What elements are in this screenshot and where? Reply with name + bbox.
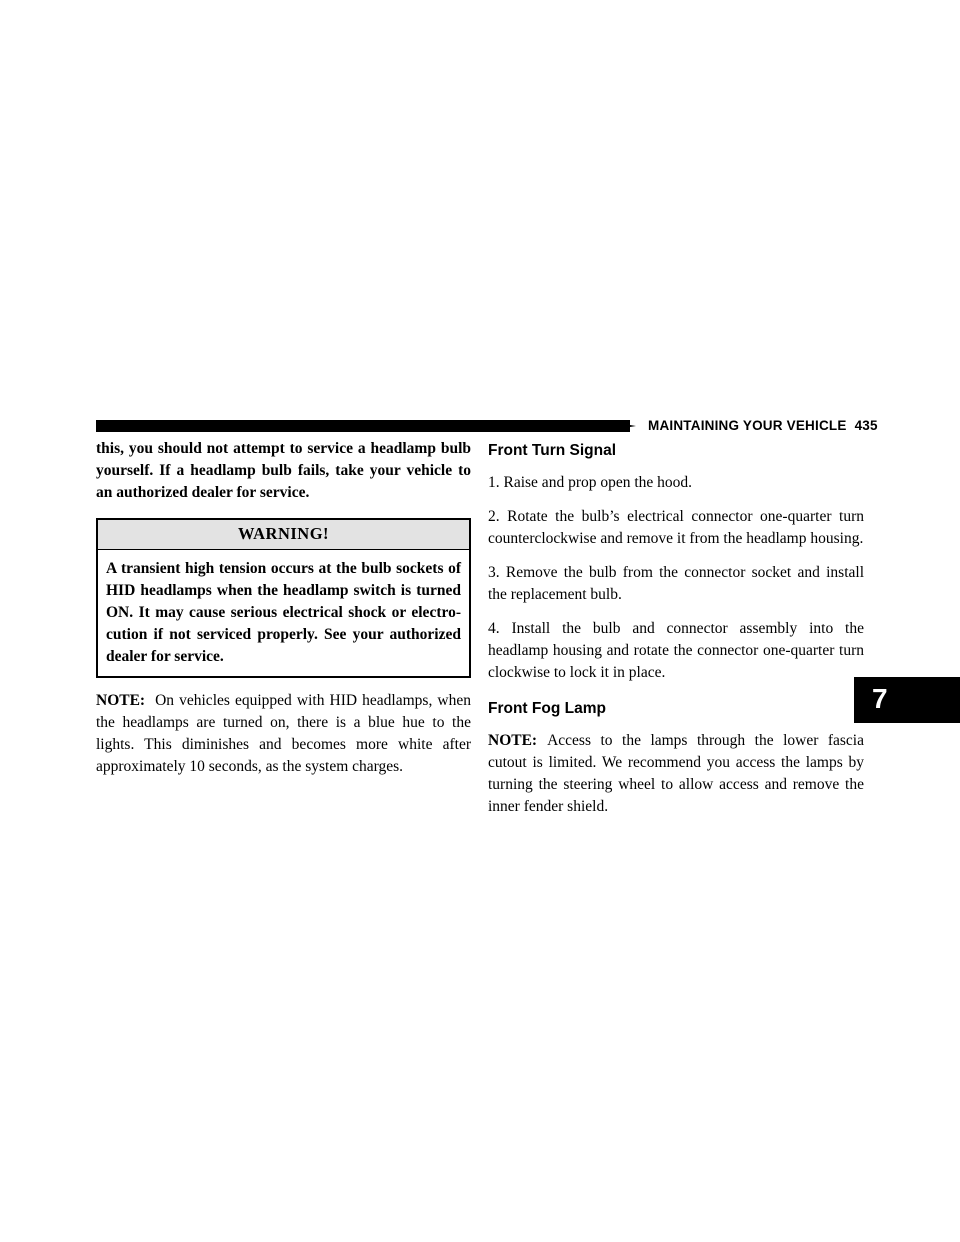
note-text: On vehicles equipped with HID headlamps, when the headlamps are turned on, there is a blue hue to the lights. This diminishes and becomes more white after approximately 10 seconds, as the system charges. [96, 692, 471, 775]
step-2: 2. Rotate the bulb’s electrical connector one-quarter turn counterclockwise and remove it from the headlamp housing. [488, 508, 864, 547]
step-4: 4. Install the bulb and connector assembly into the headlamp housing and rotate the connector one-quarter turn clockwise to lock it in place. [488, 620, 864, 681]
front-turn-signal-heading: Front Turn Signal [488, 442, 617, 459]
fog-note-label: NOTE: [488, 732, 538, 749]
step-1: 1. Raise and prop open the hood. [488, 474, 693, 491]
front-fog-lamp-heading: Front Fog Lamp [488, 700, 606, 717]
warning-text: A transient high tension occurs at the bulb sockets of HID headlamps when the headlamp switch is turned ON. It may cause serious electrical shock or electro-cution if not serviced properly. See your authorized dealer for service. [106, 560, 461, 665]
warning-box [96, 518, 471, 678]
warning-title: WARNING! [98, 520, 469, 550]
chapter-tab [854, 677, 960, 723]
fog-note-text: Access to the lamps through the lower fascia cutout is limited. We recommend you access the lamps by turning the steering wheel to allow access and remove the inner fender shield. [488, 732, 864, 815]
running-head [648, 418, 878, 433]
chapter-number: 7 [872, 683, 888, 714]
intro-paragraph: this, you should not attempt to service a headlamp bulb yourself. If a headlamp bulb fails, take your vehicle to an authorized dealer for service. [96, 440, 471, 501]
header-rule [96, 420, 630, 432]
page-number: 435 [854, 418, 878, 433]
section-title: MAINTAINING YOUR VEHICLE [648, 418, 847, 433]
note-paragraph [96, 690, 471, 778]
step-3: 3. Remove the bulb from the connector socket and install the replacement bulb. [488, 564, 864, 603]
fog-note-paragraph [488, 730, 864, 818]
note-label: NOTE: [96, 692, 146, 709]
right-column [488, 440, 864, 818]
warning-body [98, 550, 469, 676]
left-column [96, 438, 471, 778]
